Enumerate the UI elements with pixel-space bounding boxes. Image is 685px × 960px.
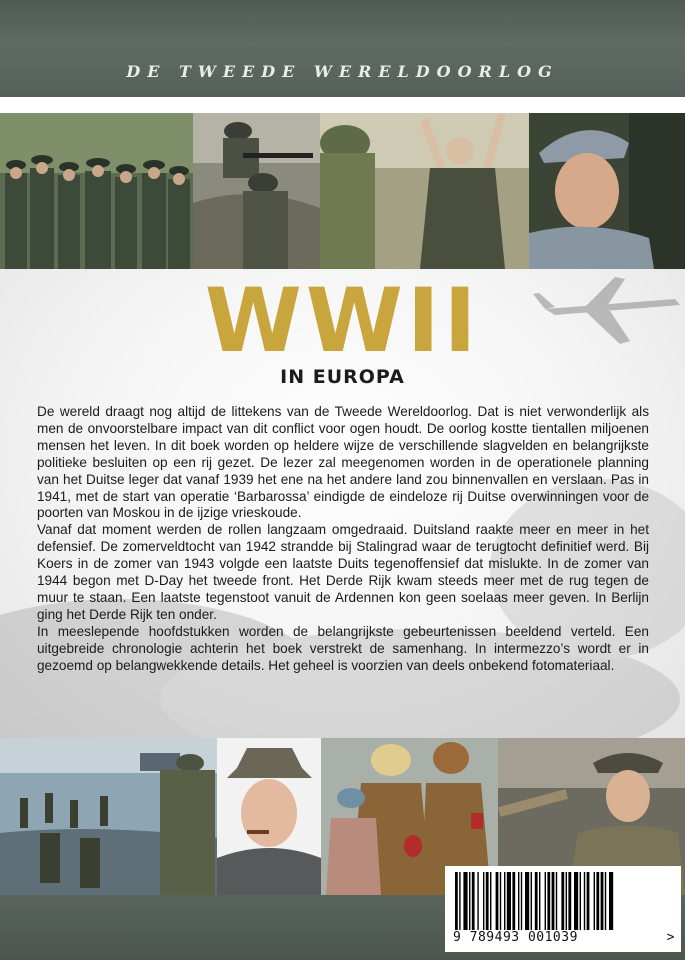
barcode-bar [518,872,519,930]
barcode-bar [483,872,484,930]
blurb-paragraph: Vanaf dat moment werden de rollen langzaam omgedraaid. Duitsland raakte meer en meer in het defensief. De zomerveldtocht van 1942 strandde bij Stalingrad waar de terugtocht definitief werd. Bij Koers in de zomer van 1943 volgde een laatste Duits tegenoffensief dat mislukte. In de zomer van 1944 begon met D-Day het tweede front. Het Derde Rijk kwam steeds meer met de rug tegen de muur te staan. Een laatste tegenstoot vanuit de Ardennen kon geen soelaas meer geven. In Berlijn ging het Derde Rijk ten onder. [37,522,649,622]
blurb-paragraph: De wereld draagt nog altijd de littekens van de Tweede Wereldoorlog. Dat is niet verwonderlijk als men de onvoorstelbare impact van dit conflict voor ogen houdt. De oorlog kostte tientallen miljoenen mensen het leven. In dit boek worden op heldere wijze de verschillende slagvelden en belangrijkste politieke besluiten op een rij gezet. De lezer zal meegenomen worden in de operationele planning van het Duitse leger dat vanaf 1939 het ene na het andere land zou binnenvallen en verslaan. Pas in 1941, met de start van operatie ‘Barbarossa’ eindigde de eindeloze rij Duitse overwinningen voor de poorten van Moskou in de ijzige vrieskoude. [37,404,649,521]
barcode-bar [587,872,590,930]
top-band [0,0,685,97]
subtitle: IN EUROPA [280,366,405,388]
barcode-bar [472,872,475,930]
barcode-bar [596,872,599,930]
photo-dday-landing [0,738,217,895]
photo-officer-portrait [529,113,685,269]
photo-officers-group [0,113,193,269]
barcode-bar [561,872,564,930]
barcode-bar [594,872,595,930]
barcode-bar [469,872,470,930]
barcode-bar [507,872,511,930]
barcode-bar [552,872,555,930]
isbn-arrow: > [666,930,675,945]
blurb-paragraph: In meeslepende hoofdstukken worden de belangrijkste gebeurtenissen beeldend verteld. Een uitgebreide chronologie achterin het boek verstrekt de samenhang. In intermezzo’s wordt er in gezoemd op belangwekkende details. Het geheel is voorzien van deels onbekend fotomateriaal. [37,623,649,673]
barcode-bar [547,872,550,930]
barcode-bar [455,872,458,930]
barcode-bar [584,872,585,930]
barcode-bar [486,872,489,930]
barcode-bar [574,872,578,930]
isbn-barcode [445,866,681,952]
series-title: DE TWEEDE WERELDOORLOG [126,62,559,81]
barcode-bar [566,872,567,930]
barcode-bars [453,872,663,930]
barcode-bar [535,872,538,930]
barcode-bar [463,872,467,930]
barcode-bar [539,872,540,930]
barcode-bar [580,872,581,930]
barcode-bar [531,872,532,930]
isbn-digits: 9 789493 001039 [453,930,578,945]
barcode-bar [609,872,613,930]
barcode-bar [490,872,491,930]
barcode-bar [545,872,546,930]
isbn-number [453,930,675,945]
barcode-bar [500,872,501,930]
barcode-bar [556,872,557,930]
barcode-bar [504,872,505,930]
photo-soldiers-machinegun [193,113,320,269]
barcode-bar [459,872,460,930]
photo-young-soldier-surrender [320,113,529,269]
barcode-bar [521,872,522,930]
barcode-bar [601,872,604,930]
top-photo-strip [0,113,685,269]
photo-churchill [217,738,321,895]
main-title: WWII [204,269,481,372]
barcode-bar [512,872,515,930]
barcode-bar [477,872,478,930]
barcode-bar [605,872,606,930]
barcode-bar [525,872,529,930]
barcode-bar [496,872,499,930]
barcode-bar [568,872,571,930]
blurb-text [37,404,649,675]
